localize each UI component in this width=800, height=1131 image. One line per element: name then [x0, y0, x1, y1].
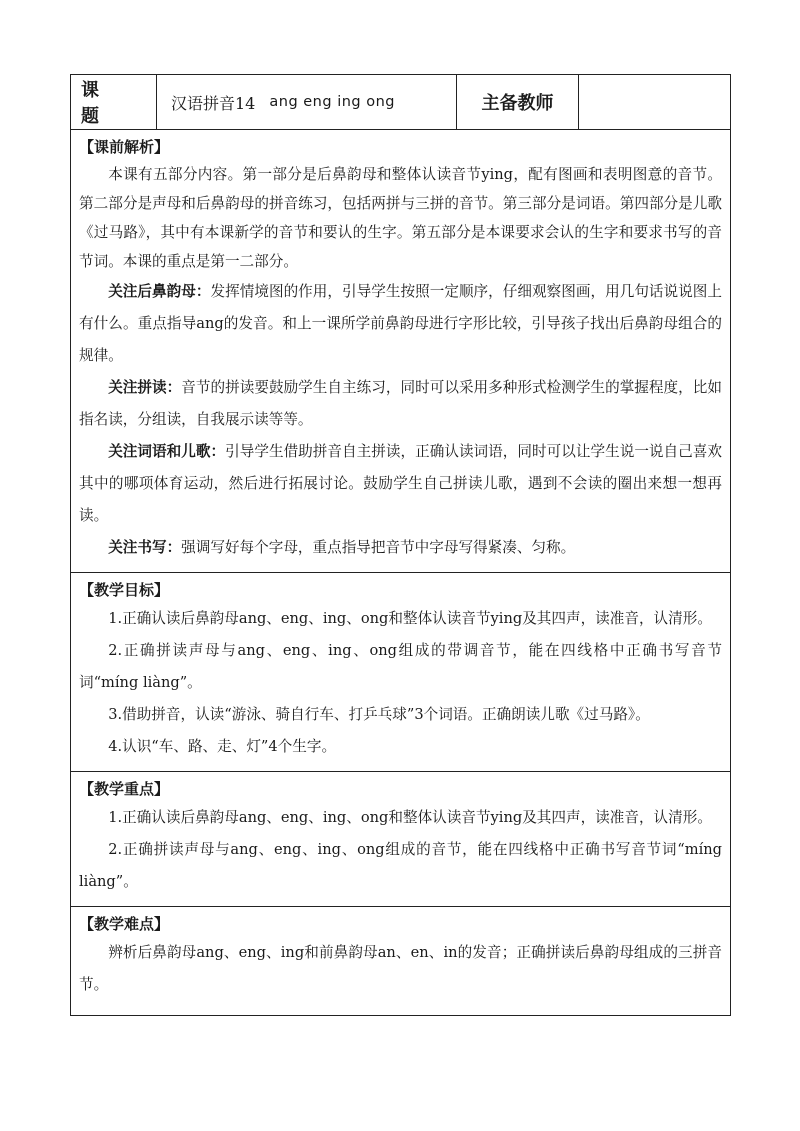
analysis-paragraph: 本课有五部分内容。第一部分是后鼻韵母和整体认读音节ying，配有图画和表明图意的音节。第二部分是声母和后鼻韵母的拼音练习，包括两拼与三拼的音节。第三部分是词语。第四部分是儿歌《过马路》，其中有本课新学的音节和要认的生字。第五部分是本课要求会认的生字和要求书写的音节词。本课的重点是第一二部分。: [79, 166, 722, 270]
key-point-item: 1.正确认读后鼻韵母ang、eng、ing、ong和整体认读音节ying及其四声，读准音，认清形。: [108, 809, 712, 826]
focus-label: 关注书写：: [108, 539, 182, 556]
section-key-points: [71, 772, 730, 907]
topic-title-pinyin: ang eng ing ong: [269, 94, 395, 110]
goal-item: 1.正确认读后鼻韵母ang、eng、ing、ong和整体认读音节ying及其四声，读准音，认清形。: [108, 610, 712, 627]
section-title: 【教学重点】: [79, 780, 170, 798]
focus-label: 关注拼读：: [108, 379, 182, 396]
topic-label: 课 题: [71, 75, 157, 129]
teacher-label: 主备教师: [457, 75, 579, 129]
goal-item: 2.正确拼读声母与ang、eng、ing、ong组成的带调音节，能在四线格中正确书写音节词“míng liàng”。: [79, 642, 722, 691]
section-analysis: [71, 130, 730, 573]
analysis-paragraph: [79, 372, 722, 436]
key-point-item: 2.正确拼读声母与ang、eng、ing、ong组成的音节，能在四线格中正确书写音节词“míng liàng”。: [79, 841, 722, 890]
goal-item: 3.借助拼音，认读“游泳、骑自行车、打乒乓球”3个词语。正确朗读儿歌《过马路》。: [108, 706, 650, 723]
lesson-plan-table: [70, 74, 731, 1016]
teacher-value: [579, 75, 730, 129]
focus-label: 关注词语和儿歌：: [108, 443, 226, 460]
analysis-paragraph: [79, 436, 722, 532]
focus-label: 关注后鼻韵母：: [108, 283, 211, 300]
analysis-paragraph: [79, 276, 722, 372]
topic-title: [157, 75, 457, 129]
topic-title-cn: 汉语拼音14: [171, 93, 256, 113]
header-row: [71, 75, 730, 130]
section-difficulties: [71, 907, 730, 1015]
section-title: 【教学目标】: [79, 581, 170, 599]
difficulty-text: 辨析后鼻韵母ang、eng、ing和前鼻韵母an、en、in的发音；正确拼读后鼻韵母组成的三拼音节。: [79, 944, 722, 993]
section-goals: [71, 573, 730, 772]
focus-text: 音节的拼读要鼓励学生自主练习，同时可以采用多种形式检测学生的掌握程度，比如指名读，分组读，自我展示读等等。: [79, 379, 722, 428]
section-title: 【课前解析】: [79, 138, 170, 156]
focus-text: 发挥情境图的作用，引导学生按照一定顺序，仔细观察图画，用几句话说说图上有什么。重点指导ang的发音。和上一课所学前鼻韵母进行字形比较，引导孩子找出后鼻韵母组合的规律。: [79, 283, 722, 364]
focus-text: 强调写好每个字母，重点指导把音节中字母写得紧凑、匀称。: [181, 539, 576, 556]
section-title: 【教学难点】: [79, 915, 170, 933]
analysis-paragraph: [79, 532, 722, 564]
goal-item: 4.认识“车、路、走、灯”4个生字。: [108, 738, 337, 755]
focus-text: 引导学生借助拼音自主拼读，正确认读词语，同时可以让学生说一说自己喜欢其中的哪项体育运动，然后进行拓展讨论。鼓励学生自己拼读儿歌，遇到不会读的圈出来想一想再读。: [79, 443, 722, 524]
